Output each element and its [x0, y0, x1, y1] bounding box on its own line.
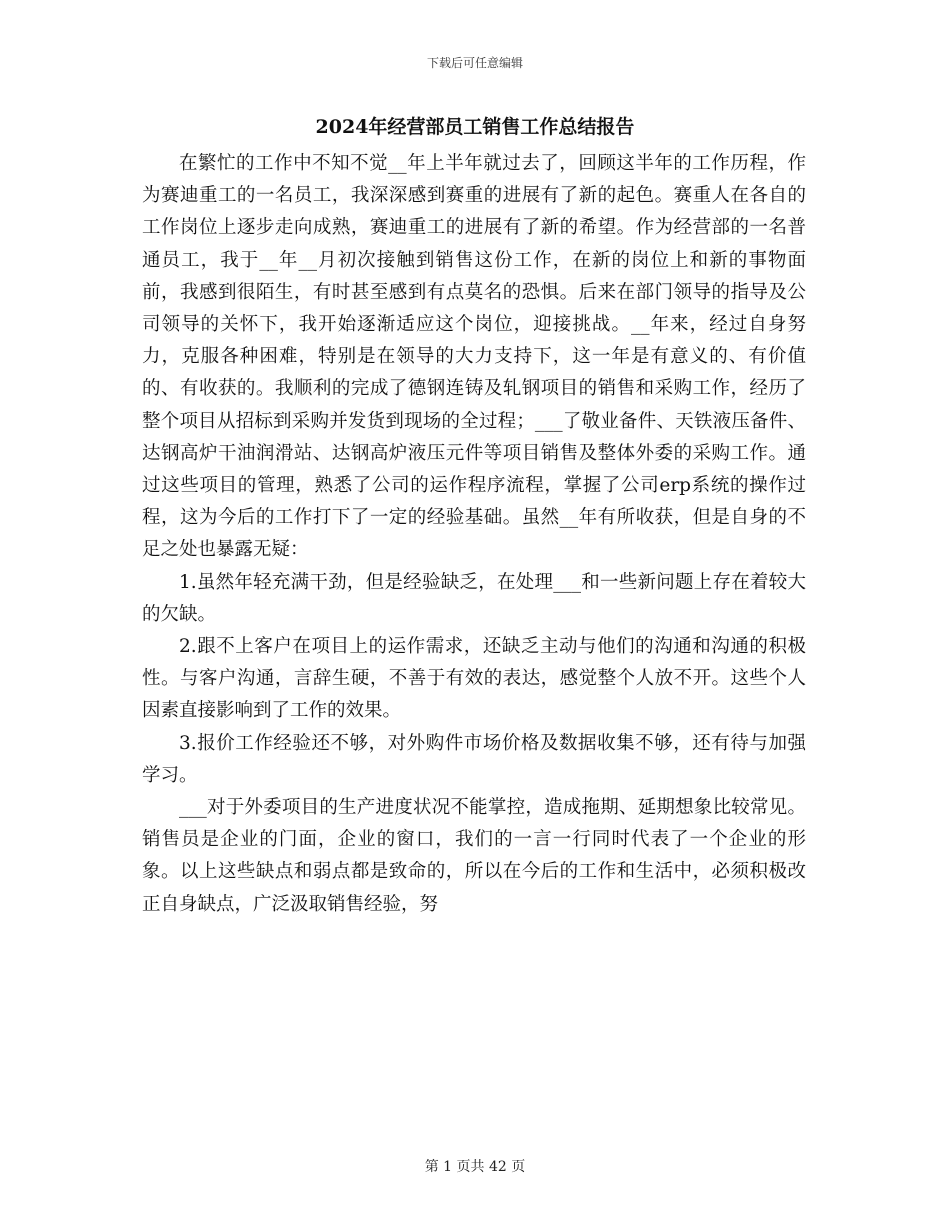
document-body: [142, 148, 806, 921]
paragraph: 2.跟不上客户在项目上的运作需求，还缺乏主动与他们的沟通和沟通的积极性。与客户沟通，言辞生硬，不善于有效的表达，感觉整个人放不开。这些个人因素直接影响到了工作的效果。: [142, 636, 806, 722]
paragraph: 1.虽然年轻充满干劲，但是经验缺乏，在处理___和一些新问题上存在着较大的欠缺。: [142, 571, 806, 625]
document-title: 2024年经营部员工销售工作总结报告: [315, 116, 635, 138]
page-footer-number: 第 1 页共 42 页: [424, 1159, 526, 1175]
paragraph: ___对于外委项目的生产进度状况不能掌控，造成拖期、延期想象比较常见。销售员是企业的门面，企业的窗口，我们的一言一行同时代表了一个企业的形象。以上这些缺点和弱点都是致命的，所以在今后的工作和生活中，必须积极改正自身缺点，广泛汲取销售经验，努: [142, 797, 806, 915]
paragraph: 在繁忙的工作中不知不觉__年上半年就过去了，回顾这半年的工作历程，作为赛迪重工的一名员工，我深深感到赛重的进展有了新的起色。赛重人在各自的工作岗位上逐步走向成熟，赛迪重工的进展有了新的希望。作为经营部的一名普通员工，我于__年__月初次接触到销售这份工作，在新的岗位上和新的事物面前，我感到很陌生，有时甚至感到有点莫名的恐惧。后来在部门领导的指导及公司领导的关怀下，我开始逐渐适应这个岗位，迎接挑战。__年来，经过自身努力，克服各种困难，特别是在领导的大力支持下，这一年是有意义的、有价值的、有收获的。我顺利的完成了德钢连铸及轧钢项目的销售和采购工作，经历了整个项目从招标到采购并发货到现场的全过程；___了敬业备件、天铁液压备件、达钢高炉干油润滑站、达钢高炉液压元件等项目销售及整体外委的采购工作。通过这些项目的管理，熟悉了公司的运作程序流程，掌握了公司erp系统的操作过程，这为今后的工作打下了一定的经验基础。虽然__年有所收获，但是自身的不足之处也暴露无疑：: [142, 153, 806, 561]
paragraph: 3.报价工作经验还不够，对外购件市场价格及数据收集不够，还有待与加强学习。: [142, 732, 806, 786]
page-header-note: 下载后可任意编辑: [426, 56, 523, 70]
